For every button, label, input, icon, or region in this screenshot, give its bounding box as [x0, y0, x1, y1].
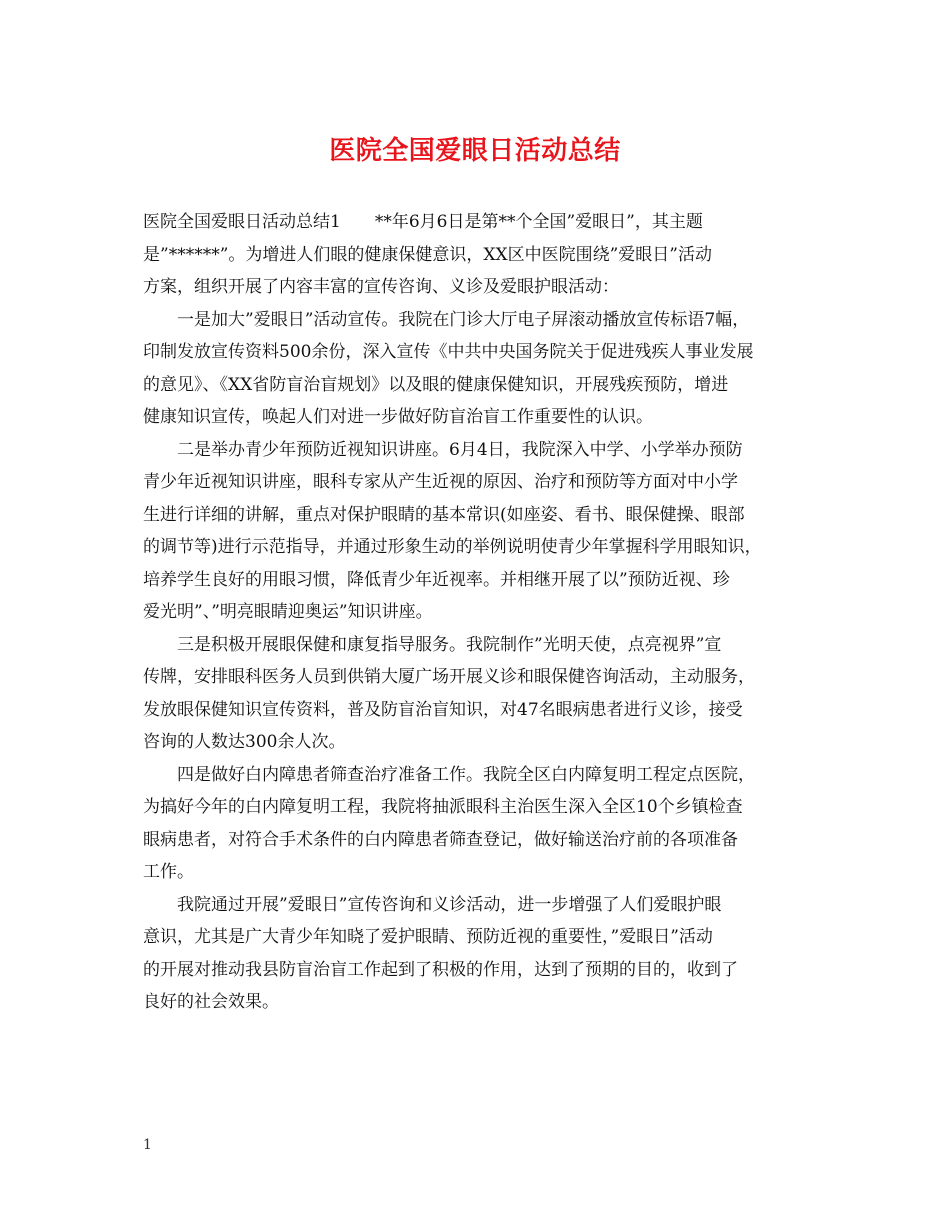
text-line: 眼病患者，对符合手术条件的白内障患者筛查登记，做好输送治疗前的各项准备	[143, 829, 738, 850]
text-line: 生进行详细的讲解，重点对保护眼睛的基本常识(如座姿、看书、眼保健操、眼部	[143, 504, 745, 525]
text-line: 的调节等)进行示范指导，并通过形象生动的举例说明使青少年掌握科学用眼知识，	[143, 537, 762, 557]
text-line: 培养学生良好的用眼习惯，降低青少年近视率。并相继开展了以”预防近视、珍	[143, 569, 730, 590]
page-number: 1	[143, 1137, 152, 1153]
text-line: 是”******”。为增进人们眼的健康保健意识，XX区中医院围绕”爱眼日”活动	[143, 244, 712, 265]
document-body	[143, 206, 813, 1019]
text-line: 方案，组织开展了内容丰富的宣传咨询、义诊及爱眼护眼活动：	[143, 277, 619, 297]
text-line: 印制发放宣传资料500余份，深入宣传《中共中央国务院关于促进残疾人事业发展	[143, 342, 754, 362]
text-line: 二是举办青少年预防近视知识讲座。6月4日，我院深入中学、小学举办预防	[177, 439, 743, 460]
text-line: 传牌，安排眼科医务人员到供销大厦广场开展义诊和眼保健咨询活动，主动服务，	[143, 667, 755, 687]
text-line: 四是做好白内障患者筛查治疗准备工作。我院全区白内障复明工程定点医院，	[177, 764, 755, 785]
text-line: 一是加大”爱眼日”活动宣传。我院在门诊大厅电子屏滚动播放宣传标语7幅，	[177, 309, 750, 330]
text-line: 发放眼保健知识宣传资料，普及防盲治盲知识，对47名眼病患者进行义诊，接受	[143, 699, 743, 720]
text-line: 的意见》、《XX省防盲治盲规划》以及眼的健康保健知识，开展残疾预防，增进	[143, 374, 729, 395]
text-line: 我院通过开展”爱眼日”宣传咨询和义诊活动，进一步增强了人们爱眼护眼	[177, 894, 722, 915]
text-line: 咨询的人数达300余人次。	[143, 732, 346, 752]
text-line: 爱光明”、”明亮眼睛迎奥运”知识讲座。	[143, 602, 433, 622]
text-line: 青少年近视知识讲座，眼科专家从产生近视的原因、治疗和预防等方面对中小学	[143, 472, 738, 492]
text-line: 健康知识宣传，唤起人们对进一步做好防盲治盲工作重要性的认识。	[143, 407, 653, 427]
text-line: 三是积极开展眼保健和康复指导服务。我院制作”光明天使，点亮视界”宣	[177, 634, 722, 655]
text-line: 工作。	[143, 862, 194, 882]
text-line: 意识，尤其是广大青少年知晓了爱护眼睛、预防近视的重要性，”爱眼日”活动	[143, 927, 713, 947]
text-line: 医院全国爱眼日活动总结1 **年6月6日是第**个全国”爱眼日”，其主题	[143, 212, 703, 232]
text-line: 为搞好今年的白内障复明工程，我院将抽派眼科主治医生深入全区10个乡镇检查	[143, 797, 743, 817]
text-line: 的开展对推动我县防盲治盲工作起到了积极的作用，达到了预期的目的，收到了	[143, 959, 738, 980]
text-line: 良好的社会效果。	[143, 992, 279, 1012]
document-title: 医院全国爱眼日活动总结	[329, 136, 621, 166]
